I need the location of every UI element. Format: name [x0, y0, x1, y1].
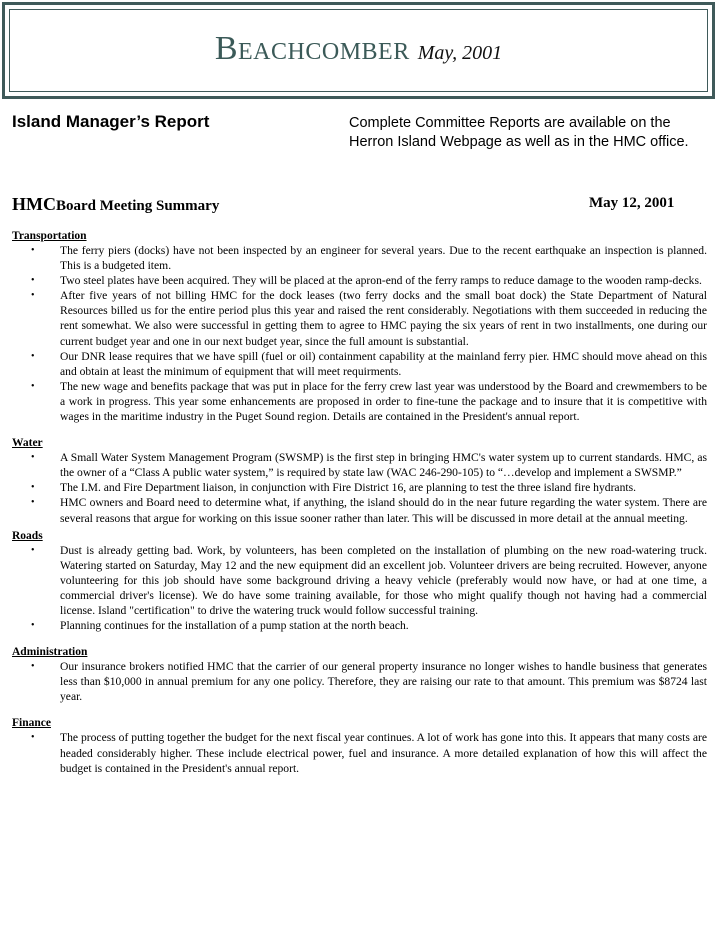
summary-prefix: HMC [12, 194, 56, 214]
roads-list [12, 543, 707, 634]
bullet-icon: • [31, 245, 35, 256]
report-note: Complete Committee Reports are available on the Herron Island Webpage as well as in the HMC office. [349, 115, 689, 150]
water-list [12, 450, 707, 525]
item-text: The new wage and benefits package that was put in place for the ferry crew last year was understood by the Board and crewmembers to be a work in progress. This year some enhancements are proposed in order to fine-tune the package and to insure that it is competitive with wages in the maritime industry in the Puget Sound region. Details are contained in the President's annual report. [60, 379, 707, 424]
bullet-icon: • [31, 482, 35, 494]
summary-title [12, 194, 219, 215]
list-item [12, 450, 707, 480]
list-item [12, 659, 707, 704]
section-heading-water: Water [12, 437, 43, 450]
item-text: The I.M. and Fire Department liaison, in conjunction with Fire District 16, are planning to test the three island fire hydrants. [60, 481, 637, 495]
list-item [12, 288, 707, 348]
item-text: Our insurance brokers notified HMC that the carrier of our general property insurance no longer wishes to handle business that generates less than $10,000 in annual premium for any one policy. Therefore, they are raising our rate to that amount. This premium was $8724 last year. [60, 660, 707, 704]
bullet-icon: • [31, 452, 35, 464]
summary-content [12, 229, 707, 776]
bullet-icon: • [31, 290, 35, 302]
list-item [12, 243, 707, 273]
newsletter-name: Beachcomber [214, 30, 410, 67]
bullet-icon: • [31, 544, 35, 556]
item-text: Two steel plates have been acquired. They will be placed at the apron-end of the ferry ramps to reduce damage to the wooden ramp-decks. [60, 274, 702, 288]
bullet-icon: • [31, 350, 35, 362]
item-text: A Small Water System Management Program (SWSMP) is the first step in bringing HMC's water system up to current standards. HMC, as the owner of a “Class A public water system,” is required by state law (WAC 246-290-105) to “…develop and implement a SWSMP.” [60, 451, 707, 480]
section-heading-finance: Finance [12, 717, 51, 730]
item-text: After five years of not billing HMC for the dock leases (two ferry docks and the small boat dock) the State Department of Natural Resources billed us for the entire period plus this year and raised the rent considerably. Negotiations with them succeeded in reducing the rent somewhat. We also were successful in getting them to agree to HMC paying the six years of rent in two installments, one during our current budget year and one in our next budget year, since the full amount is substantial. [60, 289, 707, 348]
masthead [2, 2, 715, 99]
list-item [12, 379, 707, 424]
bullet-icon: • [31, 661, 35, 673]
summary-date: May 12, 2001 [589, 195, 675, 211]
list-item [12, 730, 707, 775]
summary-heading: Board Meeting Summary [56, 198, 220, 214]
bullet-icon: • [31, 380, 35, 392]
item-text: The process of putting together the budget for the next fiscal year continues. A lot of work has gone into this. It appears that many costs are headed considerably higher. These include electrical power, fuel and insurance. A more detailed explanation of how this will affect the budget is contained in the President's annual report. [60, 731, 707, 775]
item-text: HMC owners and Board need to determine what, if anything, the island should do in the near future regarding the water system. There are several reasons that argue for working on this issue sooner rather than later. This will be discussed in more detail at the annual meeting. [60, 496, 707, 525]
bullet-icon: • [31, 732, 35, 744]
newsletter-date: May, 2001 [417, 42, 503, 64]
section-heading-administration: Administration [12, 646, 88, 659]
transportation-list [12, 243, 707, 424]
finance-list [12, 730, 707, 775]
item-text: Our DNR lease requires that we have spill (fuel or oil) containment capability at the mainland ferry pier. HMC should move ahead on this and obtain at least the minimum of equipment that will meet requirments. [60, 349, 707, 378]
masthead-title [5, 30, 712, 68]
list-item [12, 480, 707, 495]
section-heading-transportation: Transportation [12, 230, 87, 242]
administration-list [12, 659, 707, 704]
section-heading-roads: Roads [12, 529, 43, 542]
list-item [12, 495, 707, 525]
list-item [12, 543, 707, 618]
report-title: Island Manager’s Report [12, 112, 210, 131]
bullet-icon: • [31, 497, 35, 509]
list-item [12, 273, 707, 288]
bullet-icon: • [31, 620, 35, 632]
list-item [12, 618, 707, 633]
list-item [12, 349, 707, 379]
item-text: Dust is already getting bad. Work, by volunteers, has been completed on the installation of plumbing on the new road-watering truck. Watering started on Saturday, May 12 and the new equipment did an excellent job. Volunteer drivers are being recruited. However, anyone volunteering for this job should have some background driving a heavy vehicle (preferably would now have, or had at one time, a commercial driver's license). We do have some training available, for those who might qualify though not having had a commercial license. Island "certification" to drive the watering truck would follow successful training. [60, 543, 707, 617]
bullet-icon: • [31, 275, 35, 287]
item-text: The ferry piers (docks) have not been inspected by an engineer for several years. Due to the recent earthquake an inspection is planned. This is a budgeted item. [60, 244, 707, 273]
item-text: Planning continues for the installation of a pump station at the north beach. [60, 619, 409, 633]
